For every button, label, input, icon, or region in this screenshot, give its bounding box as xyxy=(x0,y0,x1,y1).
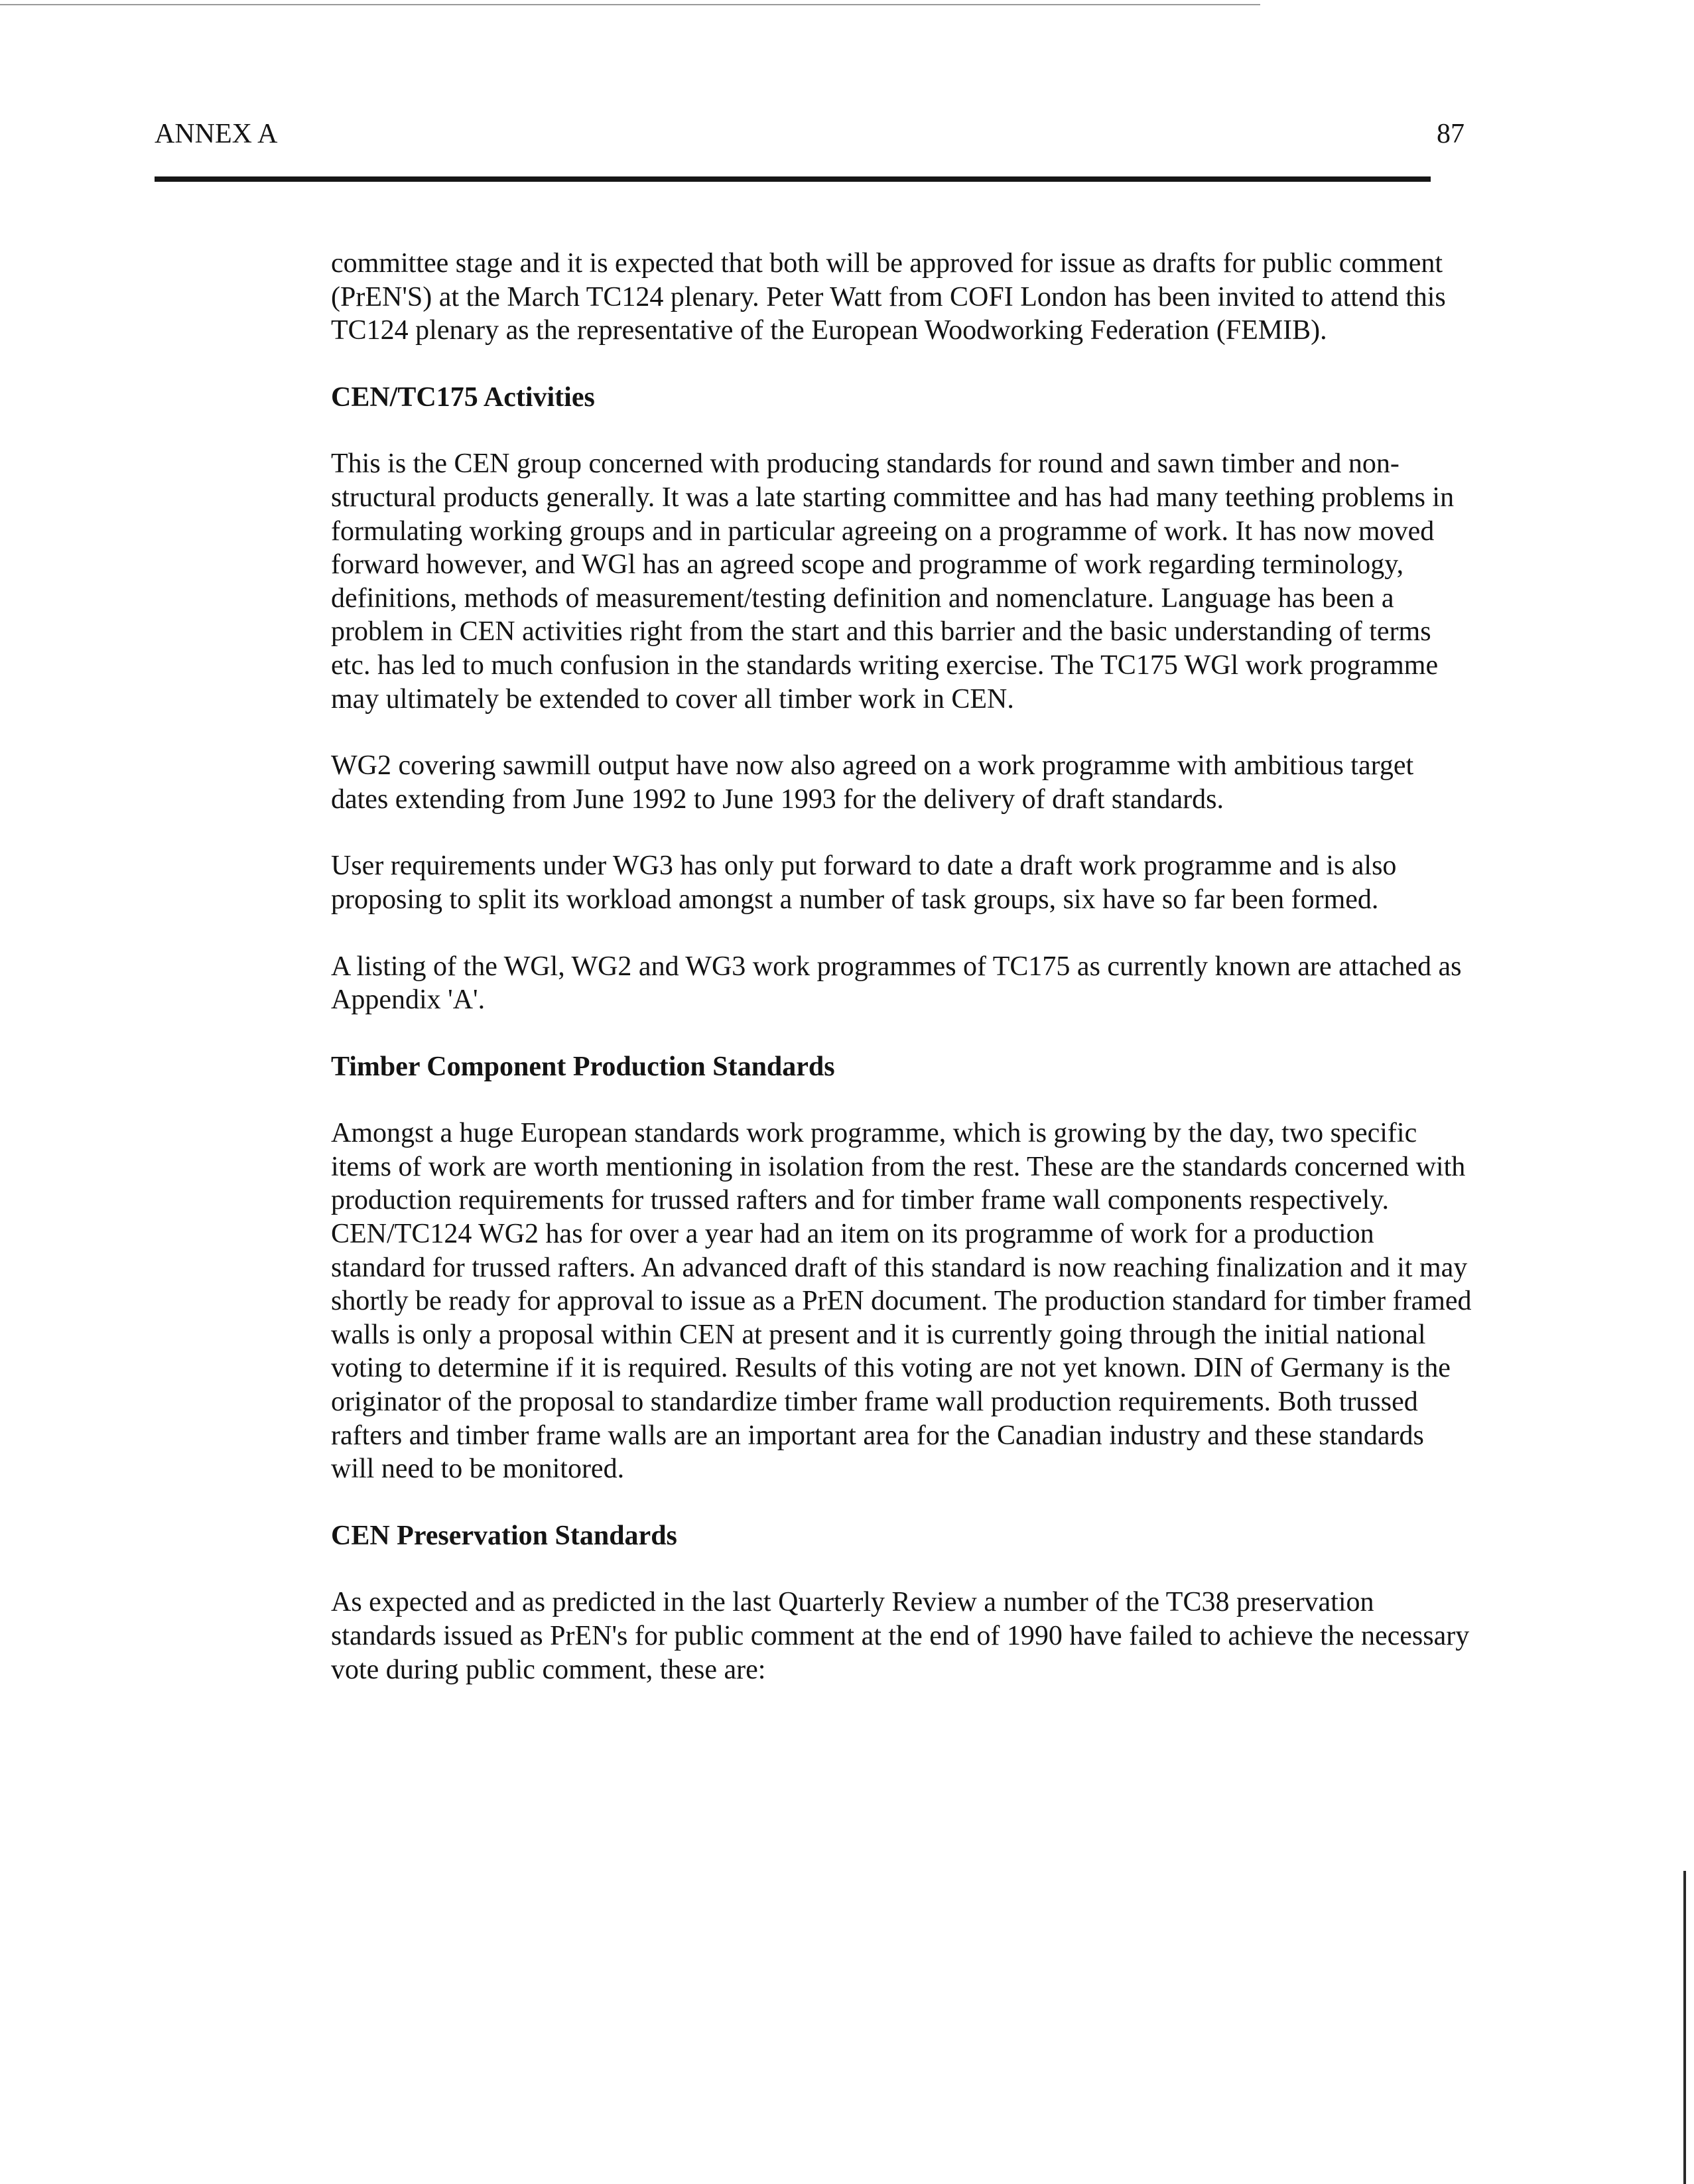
header-rule xyxy=(155,176,1431,182)
page-number: 87 xyxy=(1437,119,1465,149)
paragraph-tc38-preservation: As expected and as predicted in the last Quarterly Review a number of the TC38 preservation standards issued as PrEN's for public comment at the end of 1990 have failed to achieve the necessary vote during public comment, these are: xyxy=(331,1587,1470,1685)
paragraph-production-standards: Amongst a huge European standards work programme, which is growing by the day, two specific items of work are worth mentioning in isolation from the rest. These are the standards concerned with production requirements for trussed rafters and for timber frame wall components respectively. CEN/TC124 WG2 has for over a year had an item on its programme of work for a production standard for trussed rafters. An advanced draft of this standard is now reaching finalization and it may shortly be ready for approval to issue as a PrEN document. The production standard for timber framed walls is only a proposal within CEN at present and it is currently going through the initial national voting to determine if it is required. Results of this voting are not yet known. DIN of Germany is the originator of the proposal to standardize timber frame wall production requirements. Both trussed rafters and timber frame walls are an important area for the Canadian industry and these standards will need to be monitored. xyxy=(331,1118,1472,1485)
paragraph-wg2-sawmill: WG2 covering sawmill output have now also agreed on a work programme with ambitious target dates extending from June 1992 to June 1993 for the delivery of draft standards. xyxy=(331,750,1414,815)
heading-preservation-standards: CEN Preservation Standards xyxy=(331,1520,677,1551)
scan-top-edge-line xyxy=(0,4,1260,5)
heading-timber-component-standards: Timber Component Production Standards xyxy=(331,1051,835,1082)
paragraph-wg3-user-requirements: User requirements under WG3 has only put forward to date a draft work programme and is also proposing to split its workload amongst a number of task groups, six have so far been formed. xyxy=(331,851,1397,915)
document-body xyxy=(331,247,1472,1720)
running-head-section: ANNEX A xyxy=(155,119,278,149)
scan-binding-edge xyxy=(1683,1871,1686,2184)
paragraph-committee-stage: committee stage and it is expected that both will be approved for issue as drafts for public comment (PrEN'S) at the March TC124 plenary. Peter Watt from COFI London has been invited to attend this TC124 plenary as the representative of the European Woodworking Federation (FEMIB). xyxy=(331,248,1446,346)
paragraph-tc175-group: This is the CEN group concerned with producing standards for round and sawn timber and non-structural products generally. It was a late starting committee and has had many teething problems in formulating working groups and in particular agreeing on a programme of work. It has now moved forward however, and WGl has an agreed scope and programme of work regarding terminology, definitions, methods of measurement/testing definition and nomenclature. Language has been a problem in CEN activities right from the start and this barrier and the basic understanding of terms etc. has led to much confusion in the standards writing exercise. The TC175 WGl work programme may ultimately be extended to cover all timber work in CEN. xyxy=(331,448,1455,715)
paragraph-appendix-listing: A listing of the WGl, WG2 and WG3 work programmes of TC175 as currently known are attached as Appendix 'A'. xyxy=(331,951,1462,1016)
heading-tc175-activities: CEN/TC175 Activities xyxy=(331,381,595,413)
